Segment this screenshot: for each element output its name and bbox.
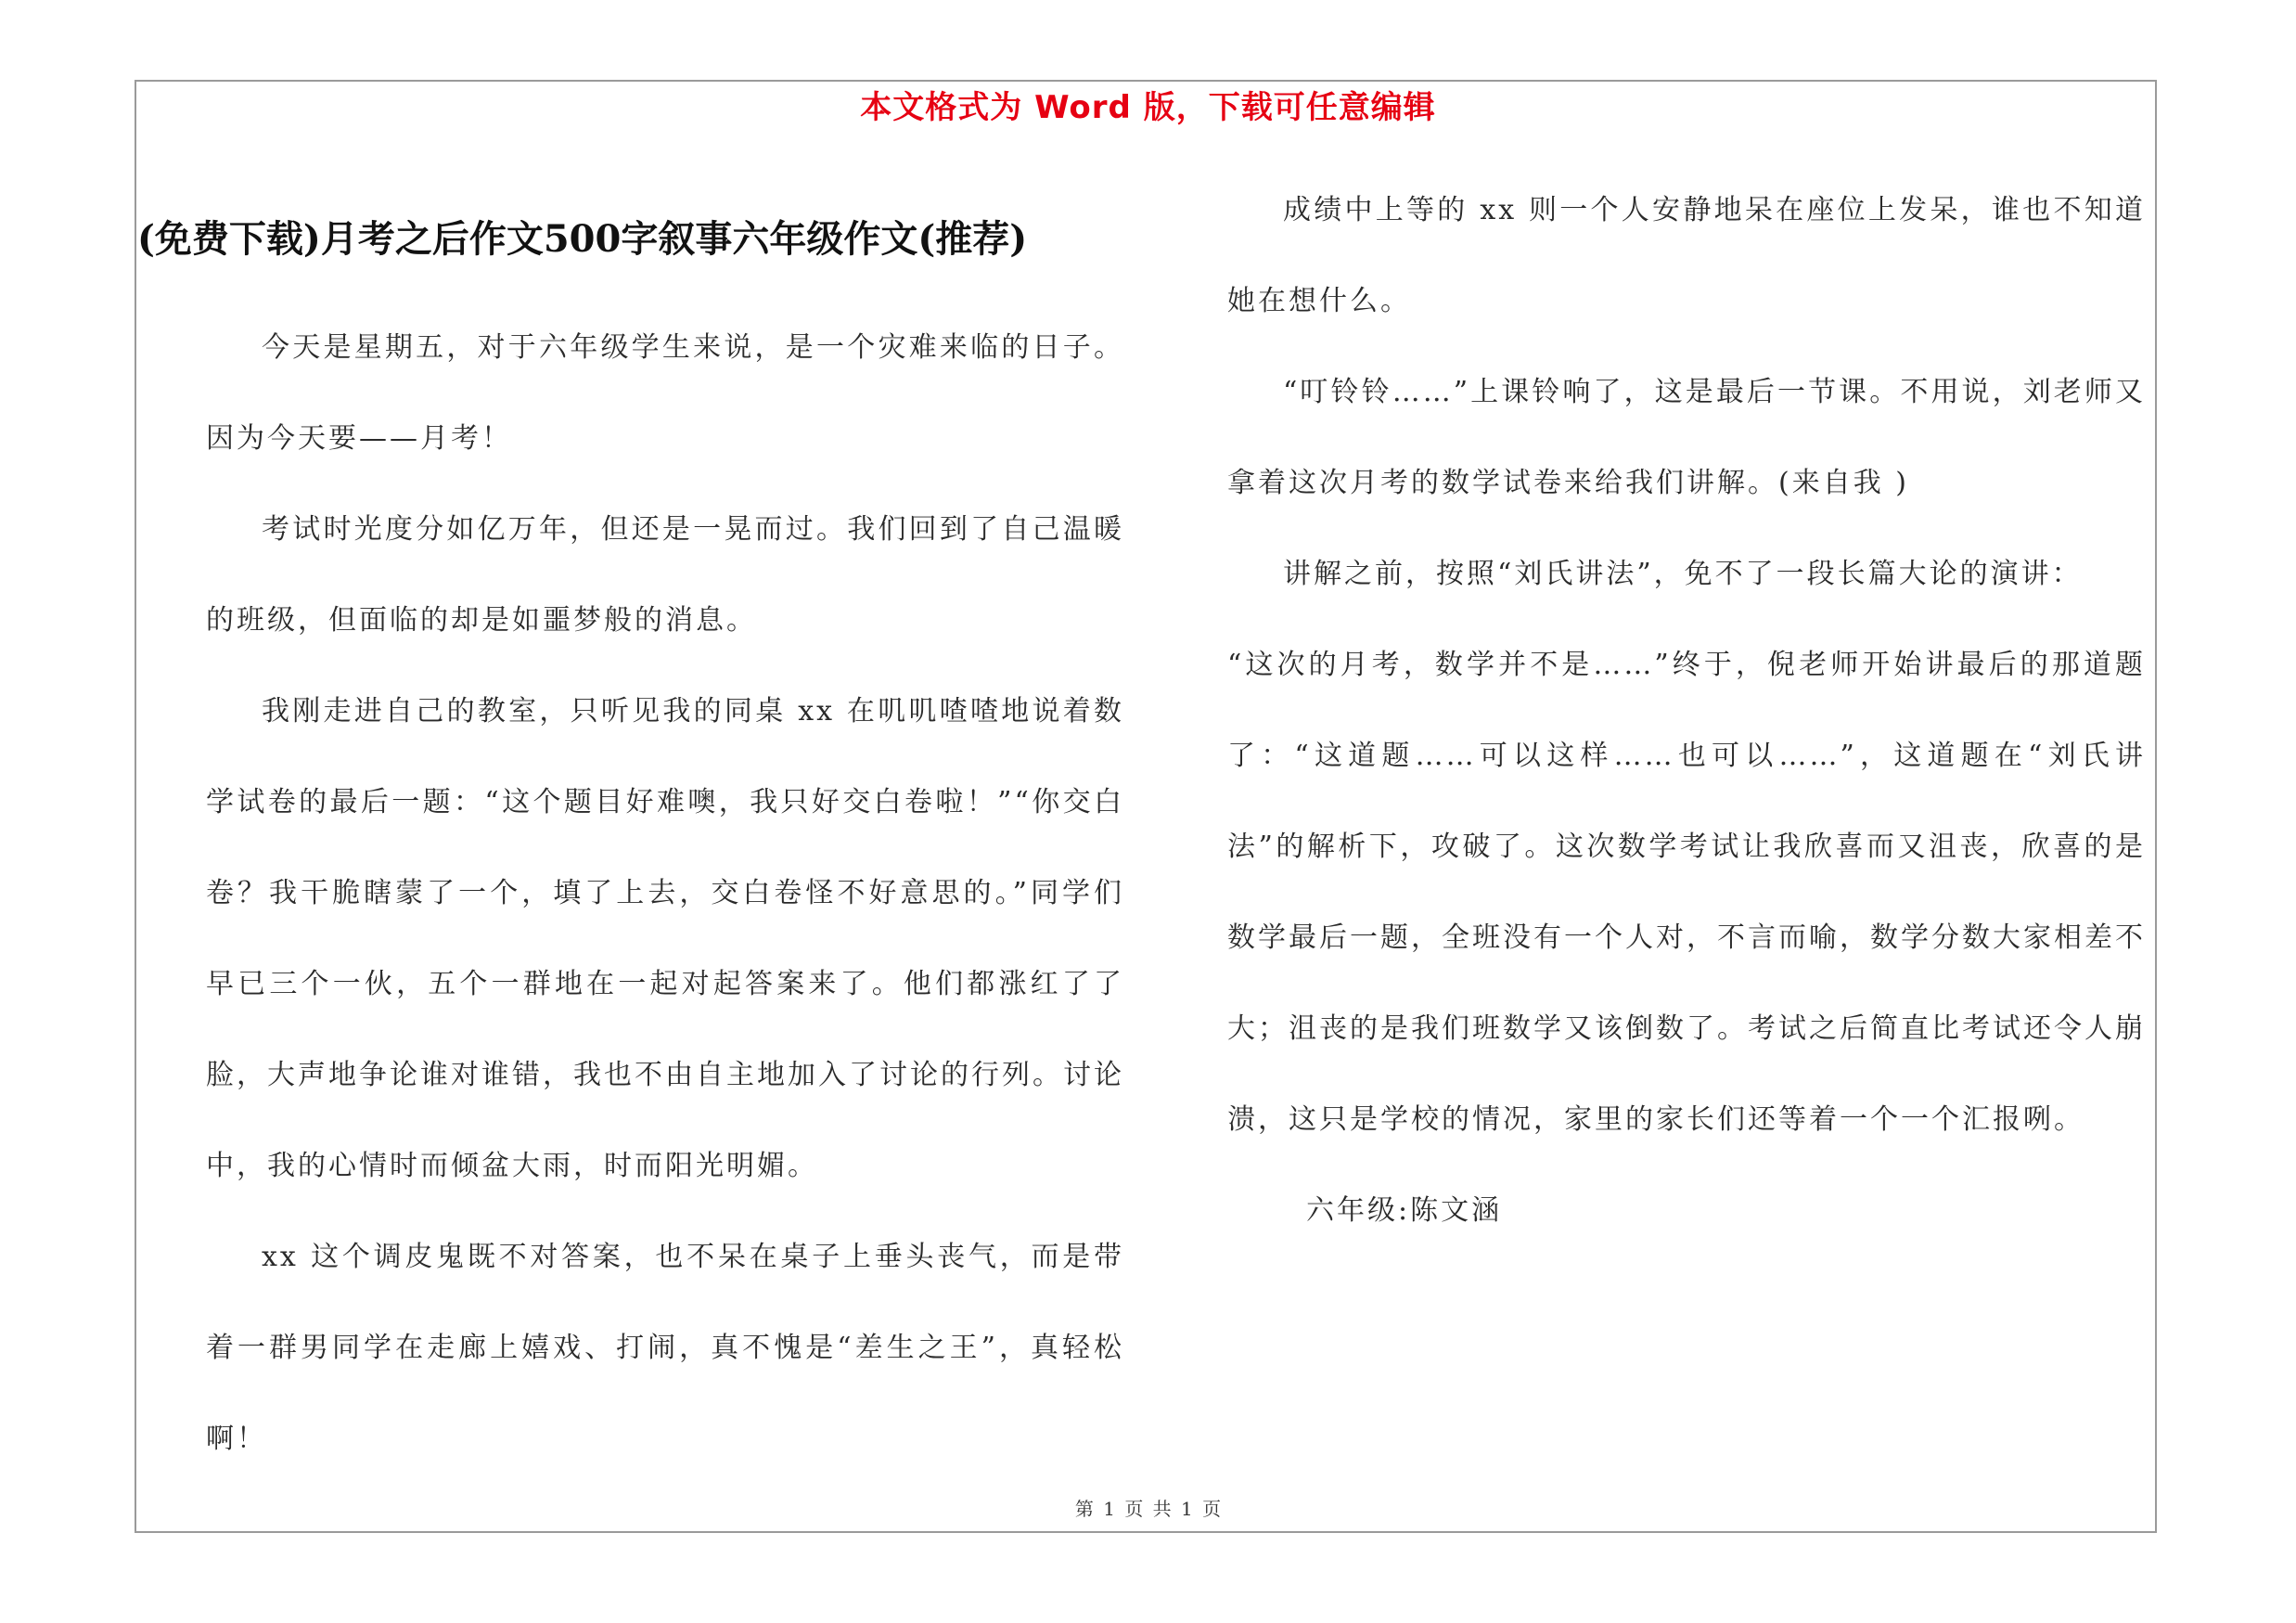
author-signature: 六年级:陈文涵	[1306, 1194, 1503, 1227]
paragraph: xx 这个调皮鬼既不对答案，也不呆在桌子上垂头丧气，而是带着一群男同学在走廊上嬉戏、打闹，真不愧是“差生之王”，真轻松啊！	[206, 1241, 1124, 1455]
paragraph: “这次的月考，数学并不是……”终于，倪老师开始讲最后的那道题了：“这道题……可以这样……也可以……”，这道题在“刘氏讲法”的解析下，攻破了。这次数学考试让我欣喜而又沮丧，欣喜的是数学最后一题，全班没有一个人对，不言而喻，数学分数大家相差不大；沮丧的是我们班数学又该倒数了。考试之后简直比考试还令人崩溃，这只是学校的情况，家里的家长们还等着一个一个汇报咧。	[1227, 649, 2146, 1136]
paragraph: “叮铃铃……”上课铃响了，这是最后一节课。不用说，刘老师又拿着这次月考的数学试卷来给我们讲解。(来自我 )	[1227, 376, 2146, 499]
left-column	[206, 303, 1124, 1485]
format-banner: 本文格式为 Word 版，下载可任意编辑	[860, 89, 1436, 126]
paragraph: 讲解之前，按照“刘氏讲法”，免不了一段长篇大论的演讲：	[1283, 558, 2083, 590]
document-title: (免费下载)月考之后作文500字叙事六年级作文(推荐)	[137, 217, 1028, 261]
paragraph: 今天是星期五，对于六年级学生来说，是一个灾难来临的日子。因为今天要——月考！	[206, 331, 1124, 455]
page-number: 第 1 页 共 1 页	[1074, 1498, 1222, 1520]
paragraph: 成绩中上等的 xx 则一个人安静地呆在座位上发呆，谁也不知道她在想什么。	[1227, 194, 2146, 317]
right-column	[1227, 165, 2146, 1256]
paragraph: 考试时光度分如亿万年，但还是一晃而过。我们回到了自己温暖的班级，但面临的却是如噩梦般的消息。	[206, 513, 1124, 637]
paragraph: 我刚走进自己的教室，只听见我的同桌 xx 在叽叽喳喳地说着数学试卷的最后一题：“这个题目好难噢，我只好交白卷啦！”“你交白卷？我干脆瞎蒙了一个，填了上去，交白卷怪不好意思的。”同学们早已三个一伙，五个一群地在一起对起答案来了。他们都涨红了了脸，大声地争论谁对谁错，我也不由自主地加入了讨论的行列。讨论中，我的心情时而倾盆大雨，时而阳光明媚。	[206, 695, 1124, 1182]
